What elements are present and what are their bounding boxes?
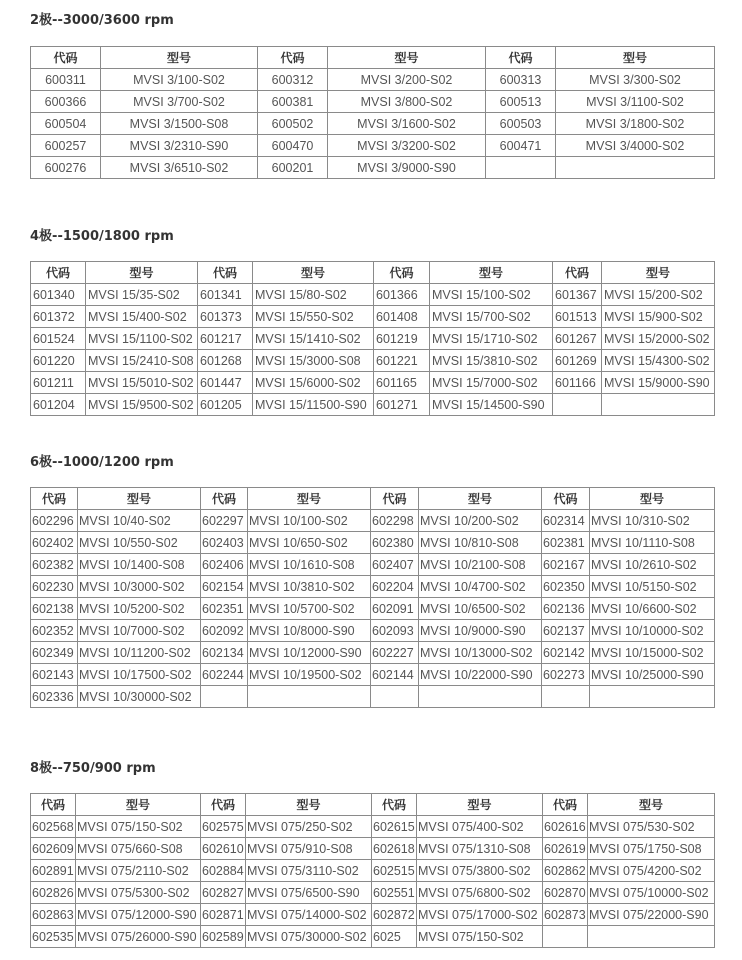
product-model-cell bbox=[248, 686, 371, 708]
product-model-cell: MVSI 10/3000-S02 bbox=[78, 576, 201, 598]
product-model-cell: MVSI 10/5200-S02 bbox=[78, 598, 201, 620]
product-code-cell: 601341 bbox=[198, 284, 253, 306]
column-header-code: 代码 bbox=[31, 794, 76, 816]
product-model-cell: MVSI 075/1310-S08 bbox=[417, 838, 543, 860]
product-code-cell: 602167 bbox=[542, 554, 590, 576]
product-code-cell: 602407 bbox=[371, 554, 419, 576]
product-code-cell: 600503 bbox=[486, 113, 556, 135]
product-code-cell: 600381 bbox=[258, 91, 328, 113]
product-model-cell: MVSI 075/150-S02 bbox=[76, 816, 201, 838]
product-model-cell: MVSI 10/4700-S02 bbox=[419, 576, 542, 598]
table-row bbox=[31, 576, 715, 598]
product-code-cell: 602227 bbox=[371, 642, 419, 664]
product-code-cell bbox=[553, 394, 602, 416]
product-code-cell: 602349 bbox=[31, 642, 78, 664]
product-code-cell: 601211 bbox=[31, 372, 86, 394]
table-header-row bbox=[31, 262, 715, 284]
product-model-cell: MVSI 3/100-S02 bbox=[101, 69, 258, 91]
product-model-cell: MVSI 10/200-S02 bbox=[419, 510, 542, 532]
product-model-cell: MVSI 10/2100-S08 bbox=[419, 554, 542, 576]
product-code-cell: 601269 bbox=[553, 350, 602, 372]
product-model-cell: MVSI 10/1110-S08 bbox=[590, 532, 715, 554]
product-code-cell: 602402 bbox=[31, 532, 78, 554]
section-title: 8极--750/900 rpm bbox=[30, 761, 156, 776]
product-model-cell: MVSI 075/6800-S02 bbox=[417, 882, 543, 904]
column-header-code: 代码 bbox=[258, 47, 328, 69]
product-model-cell: MVSI 075/4200-S02 bbox=[588, 860, 715, 882]
product-model-cell: MVSI 10/2610-S02 bbox=[590, 554, 715, 576]
column-header-model: 型号 bbox=[76, 794, 201, 816]
product-code-cell: 600504 bbox=[31, 113, 101, 135]
product-code-cell: 602143 bbox=[31, 664, 78, 686]
product-model-cell: MVSI 3/4000-S02 bbox=[556, 135, 715, 157]
product-code-cell: 602144 bbox=[371, 664, 419, 686]
section-title: 2极--3000/3600 rpm bbox=[30, 13, 174, 28]
table-row bbox=[31, 135, 715, 157]
product-code-cell: 602136 bbox=[542, 598, 590, 620]
table-header-row bbox=[31, 488, 715, 510]
product-code-cell: 602589 bbox=[201, 926, 246, 948]
product-model-cell: MVSI 15/9500-S02 bbox=[86, 394, 198, 416]
product-model-cell: MVSI 075/5300-S02 bbox=[76, 882, 201, 904]
product-model-cell: MVSI 10/6500-S02 bbox=[419, 598, 542, 620]
column-header-model: 型号 bbox=[430, 262, 553, 284]
product-code-cell: 602273 bbox=[542, 664, 590, 686]
product-model-cell: MVSI 3/700-S02 bbox=[101, 91, 258, 113]
table-row bbox=[31, 642, 715, 664]
table-row bbox=[31, 816, 715, 838]
product-model-cell: MVSI 075/2110-S02 bbox=[76, 860, 201, 882]
table-row bbox=[31, 284, 715, 306]
product-model-cell: MVSI 15/7000-S02 bbox=[430, 372, 553, 394]
product-model-cell: MVSI 10/100-S02 bbox=[248, 510, 371, 532]
product-code-cell: 600366 bbox=[31, 91, 101, 113]
product-code-cell: 602092 bbox=[201, 620, 248, 642]
section-title: 4极--1500/1800 rpm bbox=[30, 229, 174, 244]
product-model-cell: MVSI 15/1100-S02 bbox=[86, 328, 198, 350]
product-table-4-pole bbox=[30, 261, 715, 416]
product-code-cell: 602380 bbox=[371, 532, 419, 554]
column-header-model: 型号 bbox=[248, 488, 371, 510]
product-model-cell: MVSI 3/2310-S90 bbox=[101, 135, 258, 157]
product-model-cell: MVSI 075/3110-S02 bbox=[246, 860, 372, 882]
product-code-cell: 601219 bbox=[374, 328, 430, 350]
table-row bbox=[31, 838, 715, 860]
column-header-code: 代码 bbox=[543, 794, 588, 816]
product-model-cell: MVSI 075/530-S02 bbox=[588, 816, 715, 838]
product-model-cell: MVSI 3/1800-S02 bbox=[556, 113, 715, 135]
product-model-cell: MVSI 3/1600-S02 bbox=[328, 113, 486, 135]
product-code-cell: 601372 bbox=[31, 306, 86, 328]
product-code-cell: 601220 bbox=[31, 350, 86, 372]
column-header-code: 代码 bbox=[553, 262, 602, 284]
product-model-cell: MVSI 15/2000-S02 bbox=[602, 328, 715, 350]
product-model-cell: MVSI 075/3800-S02 bbox=[417, 860, 543, 882]
product-code-cell: 602515 bbox=[372, 860, 417, 882]
column-header-model: 型号 bbox=[246, 794, 372, 816]
product-code-cell: 601204 bbox=[31, 394, 86, 416]
product-code-cell: 600276 bbox=[31, 157, 101, 179]
product-model-cell: MVSI 15/700-S02 bbox=[430, 306, 553, 328]
product-model-cell bbox=[602, 394, 715, 416]
product-code-cell: 601166 bbox=[553, 372, 602, 394]
column-header-model: 型号 bbox=[328, 47, 486, 69]
product-model-cell: MVSI 075/12000-S90 bbox=[76, 904, 201, 926]
table-row bbox=[31, 882, 715, 904]
product-model-cell: MVSI 15/9000-S90 bbox=[602, 372, 715, 394]
product-model-cell: MVSI 15/11500-S90 bbox=[253, 394, 374, 416]
product-model-cell: MVSI 15/2410-S08 bbox=[86, 350, 198, 372]
product-code-cell: 602296 bbox=[31, 510, 78, 532]
product-code-cell: 600471 bbox=[486, 135, 556, 157]
product-code-cell: 602610 bbox=[201, 838, 246, 860]
product-code-cell: 602827 bbox=[201, 882, 246, 904]
product-model-cell: MVSI 3/800-S02 bbox=[328, 91, 486, 113]
product-model-cell: MVSI 10/22000-S90 bbox=[419, 664, 542, 686]
product-model-cell: MVSI 075/1750-S08 bbox=[588, 838, 715, 860]
product-model-cell: MVSI 15/80-S02 bbox=[253, 284, 374, 306]
product-code-cell: 602091 bbox=[371, 598, 419, 620]
column-header-code: 代码 bbox=[31, 262, 86, 284]
product-code-cell bbox=[486, 157, 556, 179]
product-code-cell: 600311 bbox=[31, 69, 101, 91]
table-row bbox=[31, 350, 715, 372]
product-model-cell: MVSI 075/17000-S02 bbox=[417, 904, 543, 926]
table-row bbox=[31, 394, 715, 416]
product-code-cell: 601271 bbox=[374, 394, 430, 416]
product-code-cell: 602618 bbox=[372, 838, 417, 860]
product-code-cell: 602616 bbox=[543, 816, 588, 838]
section-title: 6极--1000/1200 rpm bbox=[30, 455, 174, 470]
product-code-cell: 601373 bbox=[198, 306, 253, 328]
product-code-cell: 602873 bbox=[543, 904, 588, 926]
product-model-cell: MVSI 3/3200-S02 bbox=[328, 135, 486, 157]
product-code-cell: 600470 bbox=[258, 135, 328, 157]
product-code-cell: 602137 bbox=[542, 620, 590, 642]
product-model-cell: MVSI 10/550-S02 bbox=[78, 532, 201, 554]
product-code-cell: 601524 bbox=[31, 328, 86, 350]
product-model-cell: MVSI 10/25000-S90 bbox=[590, 664, 715, 686]
table-row bbox=[31, 157, 715, 179]
product-code-cell: 602891 bbox=[31, 860, 76, 882]
product-model-cell: MVSI 15/1410-S02 bbox=[253, 328, 374, 350]
table-row bbox=[31, 532, 715, 554]
product-model-cell bbox=[556, 157, 715, 179]
column-header-code: 代码 bbox=[542, 488, 590, 510]
product-code-cell: 602871 bbox=[201, 904, 246, 926]
product-model-cell: MVSI 10/13000-S02 bbox=[419, 642, 542, 664]
product-code-cell: 601268 bbox=[198, 350, 253, 372]
product-model-cell: MVSI 15/200-S02 bbox=[602, 284, 715, 306]
product-code-cell bbox=[201, 686, 248, 708]
product-model-cell: MVSI 15/5010-S02 bbox=[86, 372, 198, 394]
product-code-cell: 602615 bbox=[372, 816, 417, 838]
product-code-cell: 601267 bbox=[553, 328, 602, 350]
product-code-cell: 602352 bbox=[31, 620, 78, 642]
column-header-model: 型号 bbox=[253, 262, 374, 284]
column-header-model: 型号 bbox=[101, 47, 258, 69]
product-code-cell: 602535 bbox=[31, 926, 76, 948]
product-model-cell bbox=[419, 686, 542, 708]
product-model-cell bbox=[590, 686, 715, 708]
column-header-code: 代码 bbox=[198, 262, 253, 284]
product-code-cell: 602381 bbox=[542, 532, 590, 554]
product-table-6-pole bbox=[30, 487, 715, 708]
product-code-cell: 602134 bbox=[201, 642, 248, 664]
product-code-cell bbox=[371, 686, 419, 708]
product-model-cell: MVSI 15/4300-S02 bbox=[602, 350, 715, 372]
product-code-cell: 601217 bbox=[198, 328, 253, 350]
product-table-8-pole bbox=[30, 793, 715, 948]
table-row bbox=[31, 860, 715, 882]
product-code-cell: 602870 bbox=[543, 882, 588, 904]
product-code-cell: 601340 bbox=[31, 284, 86, 306]
table-row bbox=[31, 620, 715, 642]
product-code-cell: 602244 bbox=[201, 664, 248, 686]
table-header-row bbox=[31, 794, 715, 816]
product-model-cell: MVSI 15/35-S02 bbox=[86, 284, 198, 306]
product-model-cell: MVSI 15/6000-S02 bbox=[253, 372, 374, 394]
column-header-model: 型号 bbox=[419, 488, 542, 510]
table-row bbox=[31, 554, 715, 576]
table-row bbox=[31, 113, 715, 135]
product-code-cell: 602351 bbox=[201, 598, 248, 620]
table-row bbox=[31, 664, 715, 686]
product-model-cell: MVSI 3/300-S02 bbox=[556, 69, 715, 91]
product-model-cell: MVSI 075/6500-S90 bbox=[246, 882, 372, 904]
product-code-cell: 602406 bbox=[201, 554, 248, 576]
product-model-cell: MVSI 075/22000-S90 bbox=[588, 904, 715, 926]
product-code-cell: 602093 bbox=[371, 620, 419, 642]
column-header-code: 代码 bbox=[31, 488, 78, 510]
column-header-model: 型号 bbox=[78, 488, 201, 510]
product-code-cell: 600502 bbox=[258, 113, 328, 135]
product-code-cell: 602382 bbox=[31, 554, 78, 576]
table-row bbox=[31, 91, 715, 113]
product-code-cell: 601221 bbox=[374, 350, 430, 372]
product-model-cell: MVSI 3/9000-S90 bbox=[328, 157, 486, 179]
product-table-2-pole bbox=[30, 46, 715, 179]
product-model-cell: MVSI 15/3000-S08 bbox=[253, 350, 374, 372]
product-model-cell: MVSI 075/660-S08 bbox=[76, 838, 201, 860]
table-header-row bbox=[31, 47, 715, 69]
product-code-cell: 601165 bbox=[374, 372, 430, 394]
product-code-cell: 602298 bbox=[371, 510, 419, 532]
product-code-cell: 601447 bbox=[198, 372, 253, 394]
product-code-cell: 602154 bbox=[201, 576, 248, 598]
column-header-code: 代码 bbox=[486, 47, 556, 69]
product-model-cell: MVSI 10/11200-S02 bbox=[78, 642, 201, 664]
product-code-cell: 602551 bbox=[372, 882, 417, 904]
product-model-cell: MVSI 10/1400-S08 bbox=[78, 554, 201, 576]
product-model-cell: MVSI 3/6510-S02 bbox=[101, 157, 258, 179]
column-header-code: 代码 bbox=[371, 488, 419, 510]
product-model-cell: MVSI 15/100-S02 bbox=[430, 284, 553, 306]
product-code-cell: 600201 bbox=[258, 157, 328, 179]
product-code-cell: 601408 bbox=[374, 306, 430, 328]
product-model-cell: MVSI 10/30000-S02 bbox=[78, 686, 201, 708]
product-model-cell: MVSI 15/1710-S02 bbox=[430, 328, 553, 350]
product-model-cell: MVSI 075/150-S02 bbox=[417, 926, 543, 948]
column-header-code: 代码 bbox=[31, 47, 101, 69]
product-code-cell: 602142 bbox=[542, 642, 590, 664]
product-model-cell: MVSI 10/12000-S90 bbox=[248, 642, 371, 664]
column-header-model: 型号 bbox=[602, 262, 715, 284]
product-model-cell: MVSI 10/8000-S90 bbox=[248, 620, 371, 642]
product-model-cell: MVSI 10/10000-S02 bbox=[590, 620, 715, 642]
table-row bbox=[31, 904, 715, 926]
product-code-cell: 601513 bbox=[553, 306, 602, 328]
column-header-model: 型号 bbox=[417, 794, 543, 816]
table-row bbox=[31, 926, 715, 948]
product-model-cell: MVSI 10/17500-S02 bbox=[78, 664, 201, 686]
table-row bbox=[31, 510, 715, 532]
product-model-cell: MVSI 075/250-S02 bbox=[246, 816, 372, 838]
column-header-model: 型号 bbox=[590, 488, 715, 510]
column-header-model: 型号 bbox=[86, 262, 198, 284]
product-model-cell: MVSI 15/900-S02 bbox=[602, 306, 715, 328]
product-model-cell: MVSI 075/400-S02 bbox=[417, 816, 543, 838]
product-model-cell: MVSI 10/19500-S02 bbox=[248, 664, 371, 686]
product-model-cell: MVSI 10/7000-S02 bbox=[78, 620, 201, 642]
product-model-cell: MVSI 15/14500-S90 bbox=[430, 394, 553, 416]
product-model-cell: MVSI 075/30000-S02 bbox=[246, 926, 372, 948]
product-code-cell: 602138 bbox=[31, 598, 78, 620]
product-code-cell: 602350 bbox=[542, 576, 590, 598]
product-model-cell: MVSI 10/6600-S02 bbox=[590, 598, 715, 620]
table-row bbox=[31, 598, 715, 620]
product-code-cell: 6025 bbox=[372, 926, 417, 948]
product-model-cell: MVSI 10/40-S02 bbox=[78, 510, 201, 532]
product-code-cell: 602575 bbox=[201, 816, 246, 838]
column-header-code: 代码 bbox=[372, 794, 417, 816]
column-header-model: 型号 bbox=[588, 794, 715, 816]
product-code-cell: 602609 bbox=[31, 838, 76, 860]
product-code-cell: 602619 bbox=[543, 838, 588, 860]
product-model-cell: MVSI 075/10000-S02 bbox=[588, 882, 715, 904]
table-row bbox=[31, 306, 715, 328]
product-model-cell: MVSI 15/550-S02 bbox=[253, 306, 374, 328]
product-code-cell: 602314 bbox=[542, 510, 590, 532]
product-code-cell: 602230 bbox=[31, 576, 78, 598]
product-code-cell: 601367 bbox=[553, 284, 602, 306]
product-model-cell: MVSI 10/1610-S08 bbox=[248, 554, 371, 576]
column-header-code: 代码 bbox=[201, 794, 246, 816]
product-model-cell bbox=[588, 926, 715, 948]
product-code-cell: 602863 bbox=[31, 904, 76, 926]
column-header-code: 代码 bbox=[374, 262, 430, 284]
product-model-cell: MVSI 10/5700-S02 bbox=[248, 598, 371, 620]
product-code-cell: 602826 bbox=[31, 882, 76, 904]
product-code-cell: 602872 bbox=[372, 904, 417, 926]
product-model-cell: MVSI 10/310-S02 bbox=[590, 510, 715, 532]
product-model-cell: MVSI 10/650-S02 bbox=[248, 532, 371, 554]
product-model-cell: MVSI 10/810-S08 bbox=[419, 532, 542, 554]
column-header-code: 代码 bbox=[201, 488, 248, 510]
product-model-cell: MVSI 10/5150-S02 bbox=[590, 576, 715, 598]
product-code-cell: 600513 bbox=[486, 91, 556, 113]
product-code-cell: 600257 bbox=[31, 135, 101, 157]
product-code-cell: 602403 bbox=[201, 532, 248, 554]
product-code-cell: 601205 bbox=[198, 394, 253, 416]
product-code-cell bbox=[542, 686, 590, 708]
product-model-cell: MVSI 075/14000-S02 bbox=[246, 904, 372, 926]
product-model-cell: MVSI 10/9000-S90 bbox=[419, 620, 542, 642]
product-code-cell: 600312 bbox=[258, 69, 328, 91]
product-code-cell bbox=[543, 926, 588, 948]
product-code-cell: 601366 bbox=[374, 284, 430, 306]
product-code-cell: 602862 bbox=[543, 860, 588, 882]
table-row bbox=[31, 686, 715, 708]
product-code-cell: 602297 bbox=[201, 510, 248, 532]
product-code-cell: 600313 bbox=[486, 69, 556, 91]
table-row bbox=[31, 69, 715, 91]
product-model-cell: MVSI 3/200-S02 bbox=[328, 69, 486, 91]
table-row bbox=[31, 328, 715, 350]
product-model-cell: MVSI 10/3810-S02 bbox=[248, 576, 371, 598]
product-model-cell: MVSI 10/15000-S02 bbox=[590, 642, 715, 664]
product-model-cell: MVSI 15/400-S02 bbox=[86, 306, 198, 328]
product-model-cell: MVSI 075/910-S08 bbox=[246, 838, 372, 860]
product-code-cell: 602204 bbox=[371, 576, 419, 598]
product-model-cell: MVSI 15/3810-S02 bbox=[430, 350, 553, 372]
table-row bbox=[31, 372, 715, 394]
product-code-cell: 602568 bbox=[31, 816, 76, 838]
column-header-model: 型号 bbox=[556, 47, 715, 69]
product-model-cell: MVSI 3/1100-S02 bbox=[556, 91, 715, 113]
product-code-cell: 602336 bbox=[31, 686, 78, 708]
product-model-cell: MVSI 3/1500-S08 bbox=[101, 113, 258, 135]
product-code-cell: 602884 bbox=[201, 860, 246, 882]
product-model-cell: MVSI 075/26000-S90 bbox=[76, 926, 201, 948]
